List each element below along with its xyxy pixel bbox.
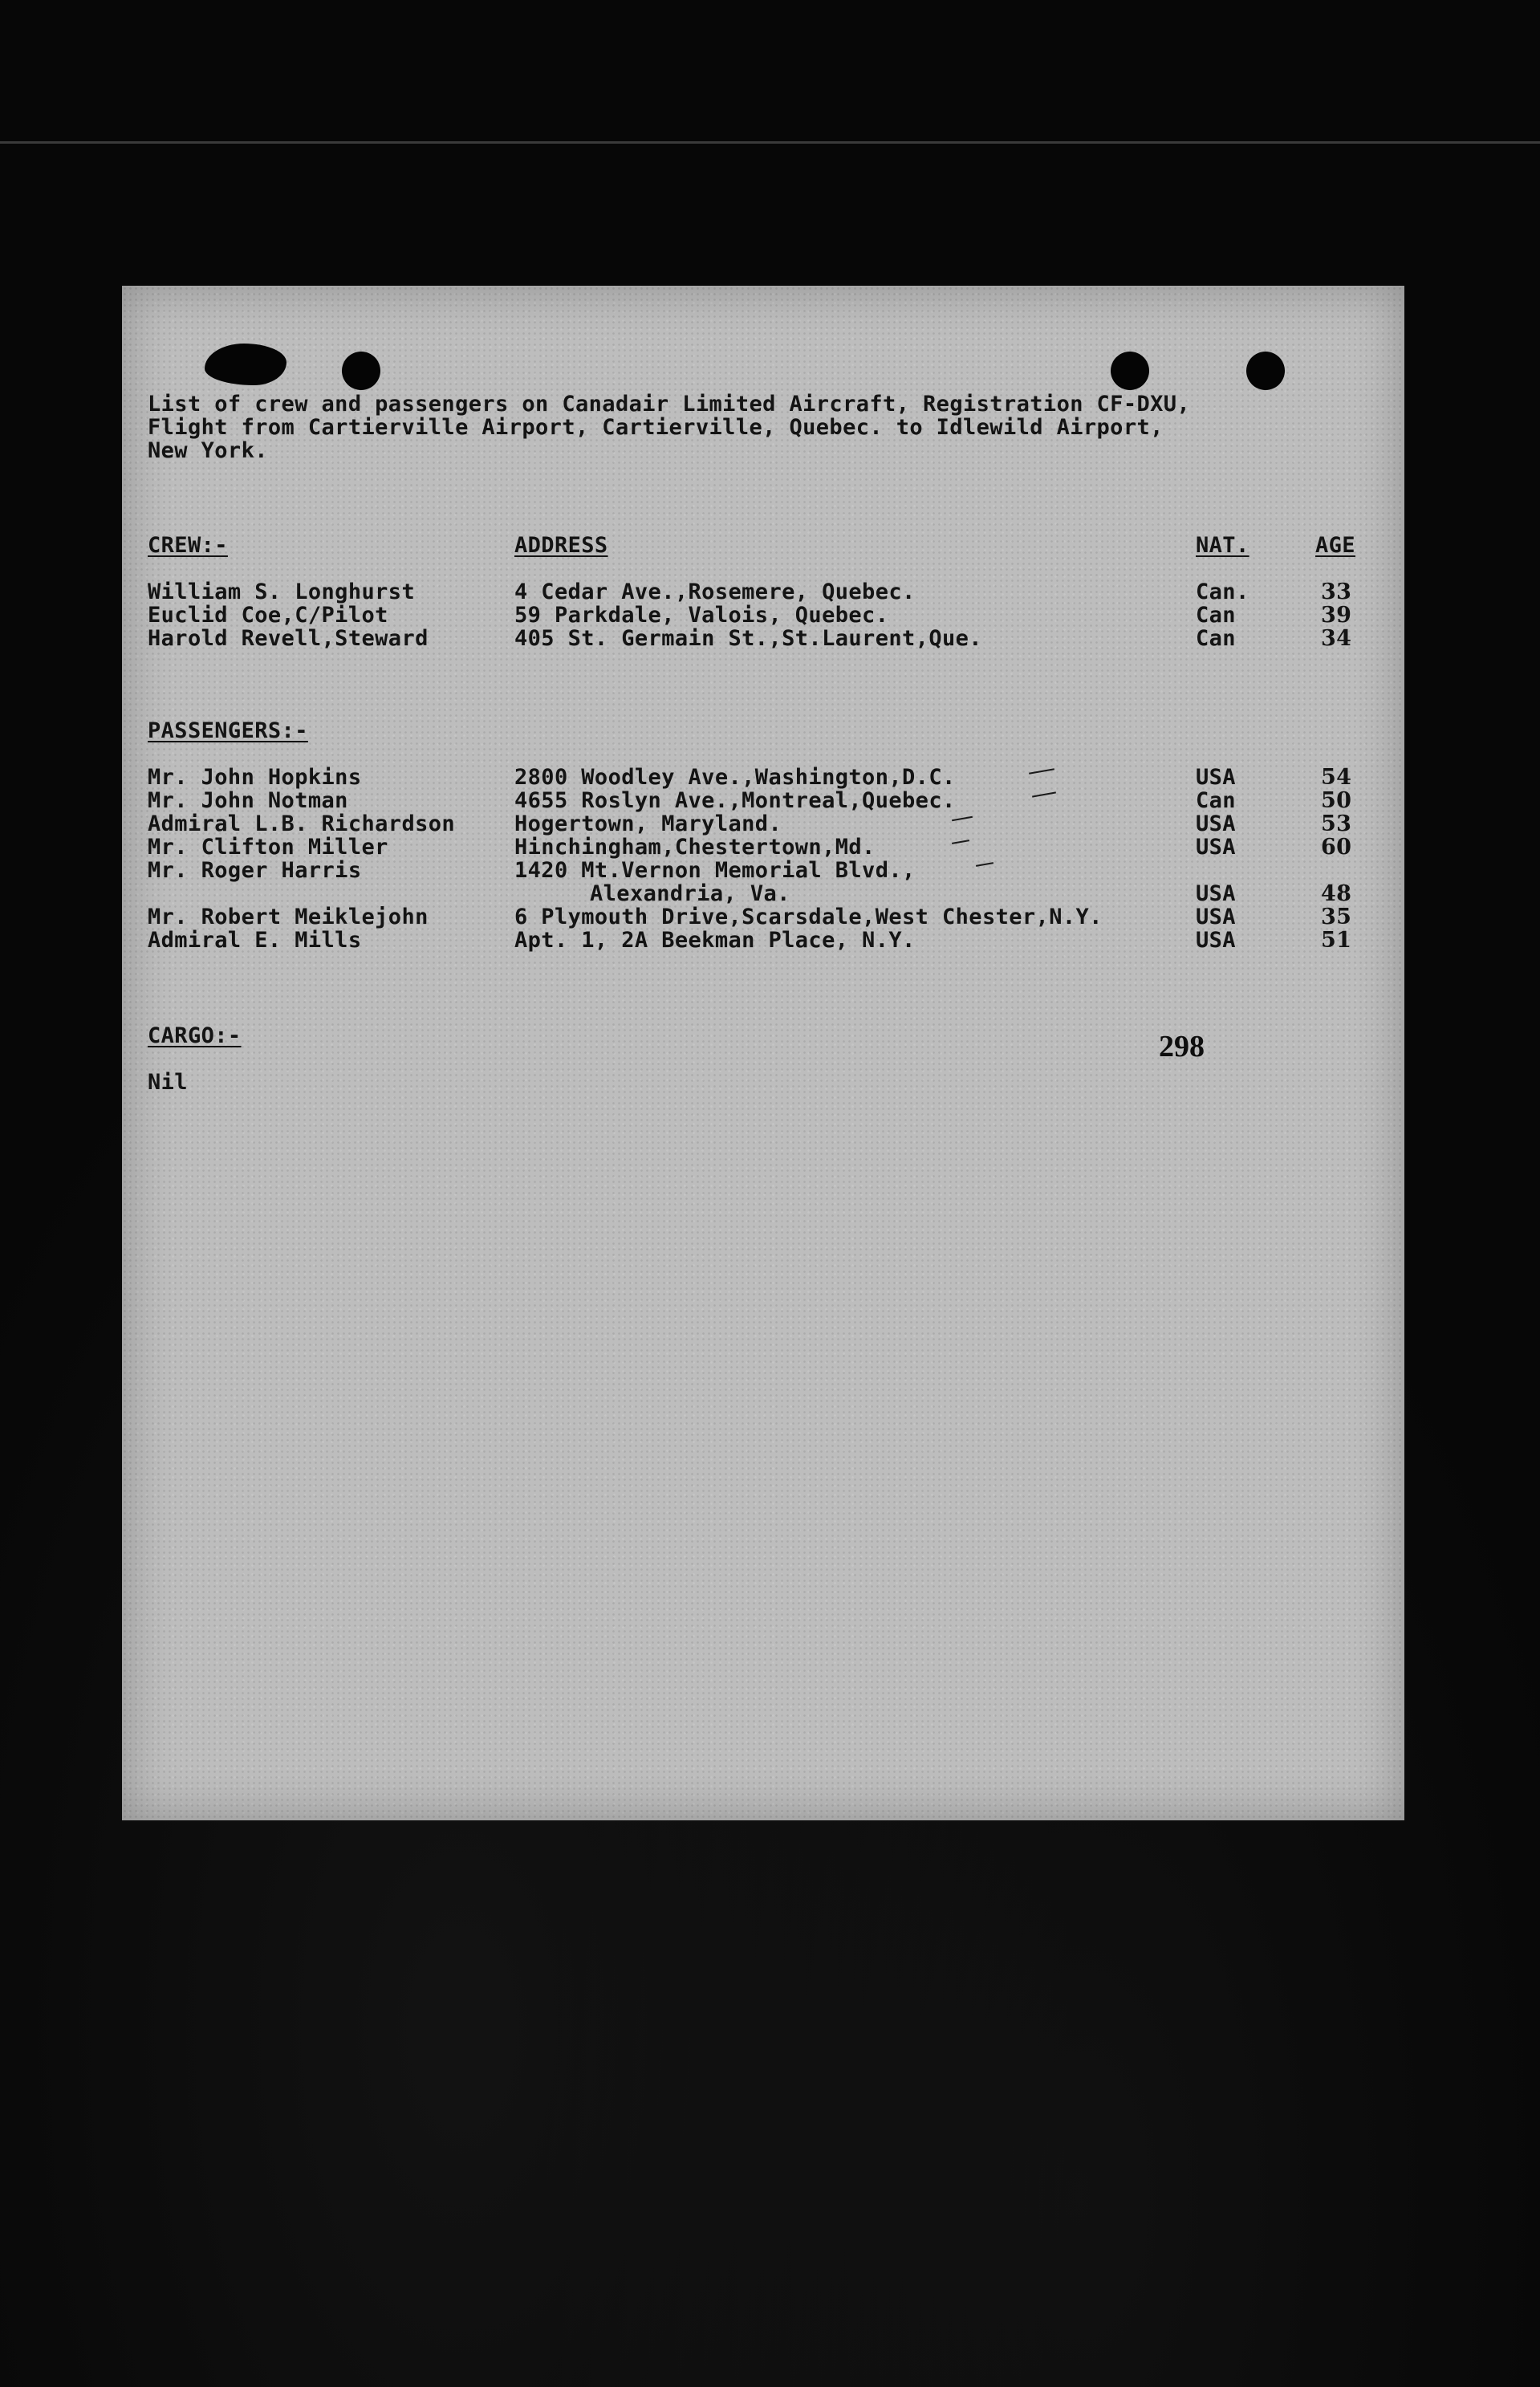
cargo-header: CARGO:- <box>148 1023 242 1048</box>
document-page <box>122 286 1404 1820</box>
passenger-nat: USA <box>1196 928 1236 953</box>
passenger-age: 48 <box>1321 881 1352 906</box>
punch-hole <box>1246 352 1285 390</box>
check-mark <box>952 840 969 844</box>
crew-nat: Can. <box>1196 579 1249 604</box>
passenger-nat: USA <box>1196 881 1236 906</box>
passenger-address: 2800 Woodley Ave.,Washington,D.C. <box>514 765 956 790</box>
passenger-address: 6 Plymouth Drive,Scarsdale,West Chester,N.Y. <box>514 905 1103 929</box>
check-mark <box>1029 768 1054 775</box>
crew-age: 33 <box>1321 579 1352 604</box>
passenger-age: 60 <box>1321 835 1352 860</box>
passenger-address: Apt. 1, 2A Beekman Place, N.Y. <box>514 928 916 953</box>
passenger-name: Mr. John Hopkins <box>148 765 362 790</box>
passenger-age: 35 <box>1321 905 1352 929</box>
ink-blot <box>205 344 286 385</box>
crew-address: 4 Cedar Ave.,Rosemere, Quebec. <box>514 579 916 604</box>
passenger-name: Mr. Roger Harris <box>148 858 362 883</box>
crew-nat: Can <box>1196 603 1236 628</box>
crew-age: 39 <box>1321 603 1352 628</box>
passenger-nat: USA <box>1196 905 1236 929</box>
passenger-address: Hinchingham,Chestertown,Md. <box>514 835 876 860</box>
crew-name: Harold Revell,Steward <box>148 626 429 651</box>
passenger-name: Mr. Robert Meiklejohn <box>148 905 429 929</box>
scan-edge-line <box>0 141 1540 144</box>
passenger-name: Admiral L.B. Richardson <box>148 811 456 836</box>
passenger-address: 1420 Mt.Vernon Memorial Blvd., <box>514 858 916 883</box>
crew-name: Euclid Coe,C/Pilot <box>148 603 388 628</box>
passenger-name: Mr. John Notman <box>148 788 348 813</box>
passenger-address: 4655 Roslyn Ave.,Montreal,Quebec. <box>514 788 956 813</box>
passenger-nat: USA <box>1196 835 1236 860</box>
punch-hole <box>1111 352 1149 390</box>
passenger-age: 51 <box>1321 928 1352 953</box>
passengers-header: PASSENGERS:- <box>148 718 308 743</box>
punch-hole <box>342 352 380 390</box>
crew-header: CREW:- <box>148 533 228 558</box>
address-header: ADDRESS <box>514 533 608 558</box>
passenger-nat: USA <box>1196 765 1236 790</box>
nat-header: NAT. <box>1196 533 1249 558</box>
passenger-age: 50 <box>1321 788 1352 813</box>
page-number-stamp: 298 <box>1159 1030 1205 1063</box>
passenger-nat: USA <box>1196 811 1236 836</box>
passenger-address-line-2: Alexandria, Va. <box>590 881 790 906</box>
passenger-nat: Can <box>1196 788 1236 813</box>
passenger-name: Mr. Clifton Miller <box>148 835 388 860</box>
check-mark <box>976 862 993 867</box>
check-mark <box>1032 791 1056 797</box>
age-header: AGE <box>1315 533 1355 558</box>
heading-line-1: List of crew and passengers on Canadair Limited Aircraft, Registration CF-DXU, <box>148 392 1191 417</box>
heading-line-2: Flight from Cartierville Airport, Cartierville, Quebec. to Idlewild Airport, <box>148 415 1164 440</box>
passenger-address: Hogertown, Maryland. <box>514 811 782 836</box>
passenger-age: 54 <box>1321 765 1352 790</box>
cargo-value: Nil <box>148 1070 188 1095</box>
crew-nat: Can <box>1196 626 1236 651</box>
heading-line-3: New York. <box>148 438 268 463</box>
crew-address: 405 St. Germain St.,St.Laurent,Que. <box>514 626 982 651</box>
crew-name: William S. Longhurst <box>148 579 416 604</box>
check-mark <box>952 816 973 821</box>
passenger-age: 53 <box>1321 811 1352 836</box>
passenger-name: Admiral E. Mills <box>148 928 362 953</box>
crew-address: 59 Parkdale, Valois, Quebec. <box>514 603 889 628</box>
crew-age: 34 <box>1321 626 1352 651</box>
